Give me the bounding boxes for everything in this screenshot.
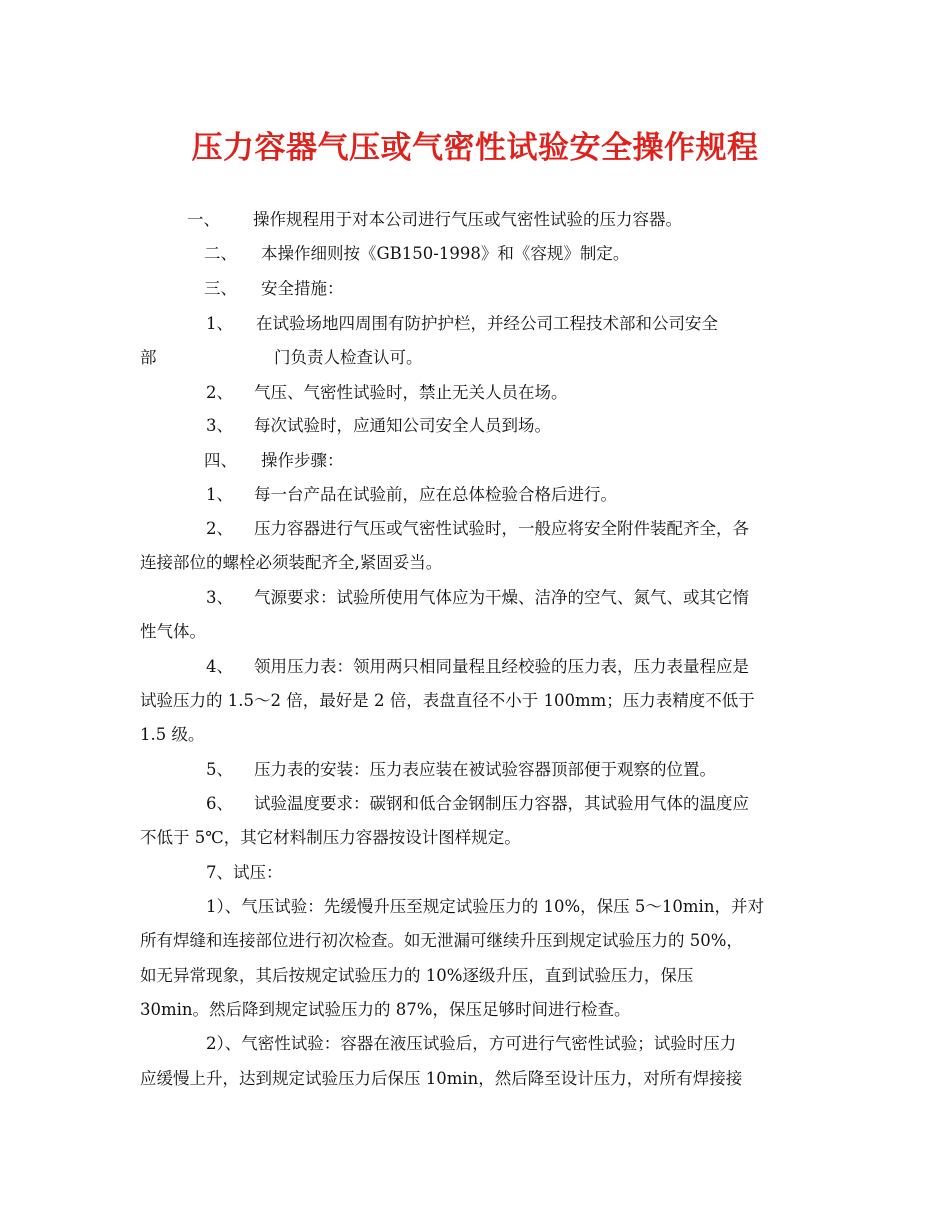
- list-item: [206, 758, 716, 782]
- item-text: 在试验场地四周围有防护护栏，并经公司工程技术部和公司安全: [256, 314, 718, 333]
- item-text: 试验温度要求：碳钢和低合金钢制压力容器，其试验用气体的温度应: [254, 794, 749, 813]
- list-item: [204, 449, 344, 473]
- item-number: 5、: [206, 760, 233, 779]
- item-text: 所有焊缝和连接部位进行初次检查。如无泄漏可继续升压到规定试验压力的 50%，: [140, 931, 743, 950]
- list-item: [206, 655, 749, 679]
- item-number: 1、: [206, 485, 233, 504]
- paragraph-line: [140, 1067, 742, 1091]
- item-text: 门负责人检查认可。: [274, 348, 423, 367]
- list-item: [206, 483, 617, 507]
- paragraph-line: [140, 689, 755, 713]
- item-text: 操作规程用于对本公司进行气压或气密性试验的压力容器。: [253, 210, 682, 229]
- item-text: 1）、气压试验：先缓慢升压至规定试验压力的 10%，保压 5～10min，并对: [206, 897, 764, 916]
- list-item: [206, 414, 551, 438]
- item-text: 每一台产品在试验前，应在总体检验合格后进行。: [254, 485, 617, 504]
- item-text: 领用压力表：领用两只相同量程且经校验的压力表，压力表量程应是: [254, 657, 749, 676]
- item-number: 部: [140, 348, 157, 367]
- item-text: 压力容器进行气压或气密性试验时，一般应将安全附件装配齐全，各: [254, 519, 749, 538]
- paragraph-line: [140, 620, 206, 644]
- item-text: 气源要求：试验所使用气体应为干燥、洁净的空气、氮气、或其它惰: [254, 588, 749, 607]
- item-text: 操作步骤：: [261, 451, 344, 470]
- list-item: [206, 586, 749, 610]
- item-number: 1、: [206, 314, 233, 333]
- item-text: 不低于 5℃，其它材料制压力容器按设计图样规定。: [140, 828, 521, 847]
- item-text: 性气体。: [140, 622, 206, 641]
- list-item: [206, 861, 283, 885]
- list-item: [204, 277, 344, 301]
- item-text: 7、试压：: [206, 863, 283, 882]
- list-item: [206, 312, 718, 336]
- item-number: 2、: [206, 519, 233, 538]
- list-item: [206, 381, 568, 405]
- item-number: 3、: [206, 416, 233, 435]
- item-text: 本操作细则按《GB150-1998》和《容规》制定。: [261, 244, 630, 263]
- item-text: 2）、气密性试验：容器在液压试验后，方可进行气密性试验；试验时压力: [206, 1034, 737, 1053]
- paragraph-line: [140, 826, 521, 850]
- item-text: 试验压力的 1.5～2 倍，最好是 2 倍，表盘直径不小于 100mm；压力表精度不低于: [140, 691, 755, 710]
- paragraph-line: [140, 964, 693, 988]
- item-text: 每次试验时，应通知公司安全人员到场。: [254, 416, 551, 435]
- item-number: 6、: [206, 794, 233, 813]
- paragraph-line: [140, 998, 630, 1022]
- list-item: [206, 517, 749, 541]
- list-item: [206, 792, 749, 816]
- item-number: 2、: [206, 383, 233, 402]
- item-text: 30min。然后降到规定试验压力的 87%，保压足够时间进行检查。: [140, 1000, 631, 1019]
- item-text: 压力表的安装：压力表应装在被试验容器顶部便于观察的位置。: [254, 760, 716, 779]
- list-item: [204, 242, 629, 266]
- item-number: 四、: [204, 451, 237, 470]
- item-number: 3、: [206, 588, 233, 607]
- item-number: 4、: [206, 657, 233, 676]
- item-number: 三、: [204, 279, 237, 298]
- paragraph-line: [140, 929, 743, 953]
- item-text: 应缓慢上升，达到规定试验压力后保压 10min，然后降至设计压力，对所有焊接接: [140, 1069, 743, 1088]
- item-text: 连接部位的螺栓必须装配齐全,紧固妥当。: [140, 553, 443, 572]
- item-text: 安全措施：: [261, 279, 344, 298]
- item-number: 二、: [204, 244, 237, 263]
- paragraph-line: [206, 895, 764, 919]
- item-number: 一、: [187, 210, 220, 229]
- list-item-continuation: [140, 346, 423, 370]
- document-title: 压力容器气压或气密性试验安全操作规程: [191, 130, 759, 166]
- paragraph-line: [140, 723, 205, 747]
- item-text: 气压、气密性试验时，禁止无关人员在场。: [254, 383, 568, 402]
- item-text: 1.5 级。: [140, 725, 205, 744]
- paragraph-line: [206, 1032, 736, 1056]
- item-text: 如无异常现象，其后按规定试验压力的 10%逐级升压，直到试验压力，保压: [140, 966, 694, 985]
- list-item: [187, 208, 682, 232]
- paragraph-line: [140, 551, 442, 575]
